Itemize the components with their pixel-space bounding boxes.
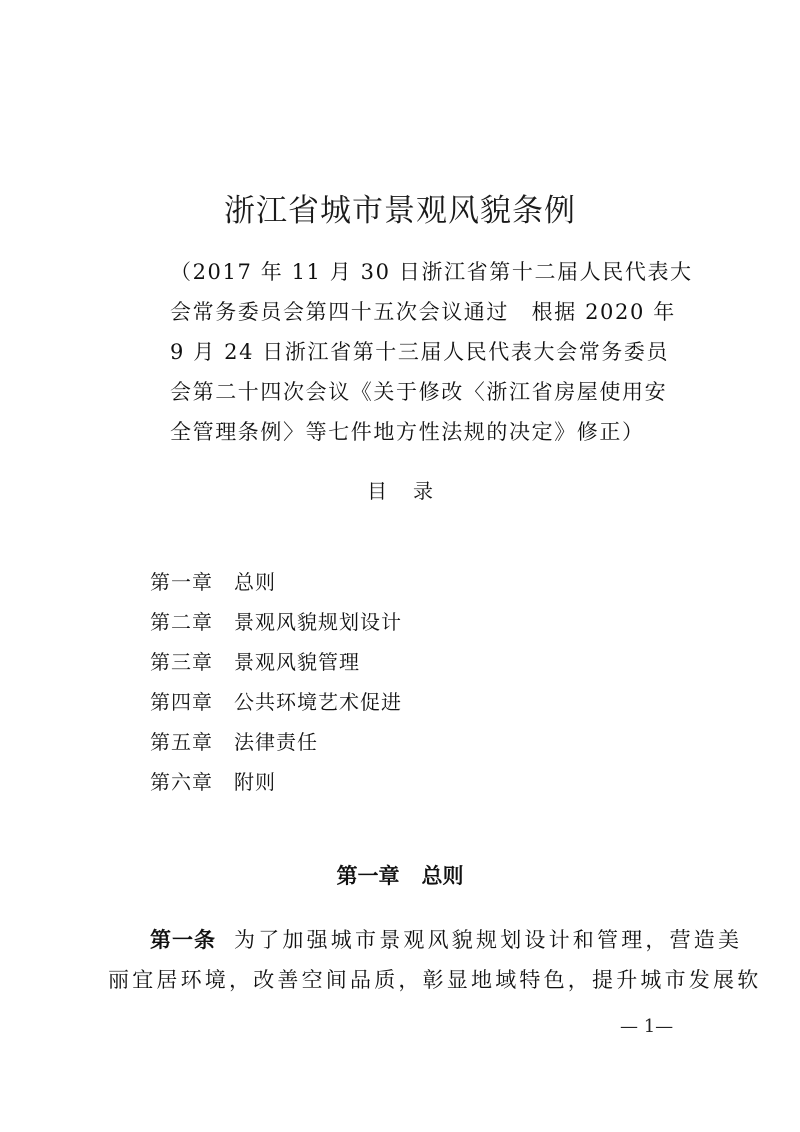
adoption-preamble: [170, 252, 693, 452]
toc-chapter-number: 第四章: [150, 690, 213, 714]
toc-chapter-name: 景观风貌管理: [234, 650, 360, 674]
preamble-line: 会常务委员会第四十五次会议通过 根据 2020 年: [170, 300, 676, 324]
toc-chapter-name: 附则: [234, 770, 276, 794]
toc-item: [150, 646, 650, 686]
article-paragraph: [108, 920, 762, 1000]
toc-item: [150, 726, 650, 766]
toc-chapter-number: 第六章: [150, 770, 213, 794]
toc-item: [150, 766, 650, 806]
preamble-line: （2017 年 11 月 30 日浙江省第十二届人民代表大: [170, 260, 693, 284]
toc-heading-char: 目: [367, 479, 387, 503]
table-of-contents: [150, 566, 650, 806]
article-text: 为了加强城市景观风貌规划设计和管理，营造美: [234, 928, 743, 952]
toc-chapter-name: 法律责任: [234, 730, 318, 754]
toc-chapter-number: 第三章: [150, 650, 213, 674]
chapter-heading: [0, 859, 800, 893]
toc-chapter-number: 第一章: [150, 570, 213, 594]
page-number: — 1—: [620, 1016, 674, 1037]
article-line: 丽宜居环境，改善空间品质，彰显地域特色，提升城市发展软: [108, 968, 762, 992]
chapter-number: 第一章: [336, 864, 400, 889]
preamble-line: 9 月 24 日浙江省第十三届人民代表大会常务委员: [170, 340, 670, 364]
toc-item: [150, 566, 650, 606]
toc-item: [150, 686, 650, 726]
toc-chapter-number: 第五章: [150, 730, 213, 754]
toc-item: [150, 606, 650, 646]
toc-chapter-name: 景观风貌规划设计: [234, 610, 402, 634]
preamble-line: 会第二十四次会议《关于修改〈浙江省房屋使用安: [170, 380, 668, 404]
article-number: 第一条: [150, 928, 216, 952]
toc-chapter-name: 公共环境艺术促进: [234, 690, 402, 714]
toc-chapter-name: 总则: [234, 570, 276, 594]
article-line: [108, 920, 743, 960]
toc-chapter-number: 第二章: [150, 610, 213, 634]
table-of-contents-heading: [0, 476, 800, 506]
toc-heading-char: 录: [413, 479, 433, 503]
chapter-name: 总则: [421, 864, 464, 889]
preamble-line: 全管理条例〉等七件地方性法规的决定》修正）: [170, 420, 645, 444]
document-title: 浙江省城市景观风貌条例: [224, 192, 576, 229]
